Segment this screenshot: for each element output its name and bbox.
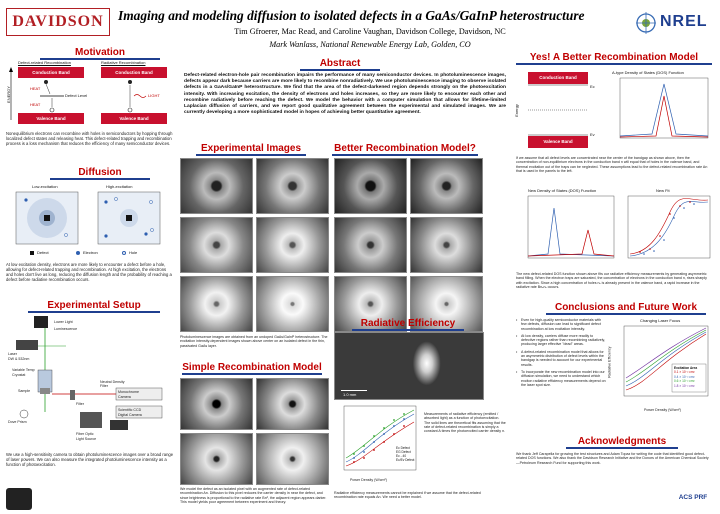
label-defect-level: Defect Level: [65, 93, 88, 98]
setup-label-cryostat: Cryostat: [12, 373, 26, 377]
conclusion-item-1: • Even for high-quality semiconductor materials with few defects, diffusion can lead to significant defect recombination at low excitation intensity.: [516, 318, 606, 331]
setup-diagram: [6, 316, 174, 448]
setup-label-camera: Camera: [118, 395, 131, 399]
label-heat-2: HEAT: [30, 102, 41, 107]
better-model-right-title: Yes! A Better Recombination Model: [516, 52, 712, 65]
fit-chart: [620, 194, 712, 270]
laser-focus-ylabel: Radiative Efficiency: [607, 346, 612, 378]
legend-item-1: 0.1 × 10⁻² cm²: [674, 370, 695, 375]
label-light: LIGHT: [148, 93, 160, 98]
legend-item-3: 0.6 × 10⁻² cm²: [674, 379, 695, 384]
better-model-title: Better Recombination Model?: [332, 143, 478, 156]
model-image-1: [180, 378, 253, 430]
br-energy-label: Energy: [513, 104, 519, 117]
experimental-setup-title: Experimental Setup: [28, 300, 160, 313]
radiative-efficiency-title: Radiative Efficiency: [352, 318, 464, 331]
setup-label-dove-prism: Dove Prism: [8, 420, 27, 424]
poster-authors: Tim Gfroerer, Mac Read, and Caroline Vaughan, Davidson College, Davidson, NC: [234, 27, 506, 36]
legend-defect-label: Defect: [37, 250, 49, 255]
legend-entry-1: Ec Defect: [396, 446, 410, 450]
label-energy-axis: ENERGY: [5, 86, 11, 103]
pl-image-4: [256, 217, 329, 273]
label-low-excitation: Low-excitation: [32, 184, 58, 189]
label-heat-1: HEAT: [30, 86, 41, 91]
setup-label-digital-camera: Digital Camera: [118, 413, 142, 417]
davidson-logo: [6, 8, 110, 36]
diffusion-diagram: [6, 184, 174, 260]
davidson-seal: [6, 488, 32, 510]
vb-left: Valence Band: [18, 113, 84, 124]
setup-label-laser-spec: DW & 532nm: [8, 357, 30, 361]
motivation-title: Motivation: [40, 47, 160, 60]
simple-model-title: Simple Recombination Model: [182, 362, 322, 373]
diffusion-text: At low excitation density, electrons are more likely to encounter a defect before a hole, allowing for defect-related trapping and recombination. At high excitation, the electrons and holes don't live as long, reducing the diffusion length and the probability of reaching a defect before radiative recombination occurs.: [6, 262, 172, 283]
conclusion-item-3: • A defect-related recombination model that allows for an asymmetric distribution of defect levels within the bandgap is needed to account for our experimental results.: [516, 350, 606, 367]
laser-focus-chart-title: Changing Laser Focus: [640, 318, 681, 323]
dos-chart-title: A-type Density of States (DOS) Function: [612, 70, 684, 75]
vb-right: Valence Band: [101, 113, 167, 124]
setup-label-filter: Filter: [76, 402, 84, 406]
simple-model-caption: We model the defect as an isolated pixel with an augmented rate of defect-related recombination An. Diffusion to this pixel reduces the carrier density in near the defect, and since brightness is proportional to the radiative rate Bn², the adjacent region appears darker. This model yields poor agreement between experiment and theory.: [180, 487, 327, 504]
legend-item-4: 1.8 × 10⁻² cm²: [674, 383, 695, 388]
sim-image-1: [334, 158, 407, 214]
setup-label-laser: Laser: [8, 352, 17, 356]
band-gap-lines: [518, 66, 598, 156]
br-vb: Valence Band: [528, 136, 588, 148]
pl-image-5: [180, 276, 253, 332]
model-image-2: [256, 378, 329, 430]
fit-chart-title: New Fit: [656, 188, 670, 193]
setup-label-variable-temp: Variable Temp: [12, 368, 35, 372]
legend-hole-label: Hole: [129, 250, 138, 255]
legend-item-2: 0.4 × 10⁻² cm²: [674, 374, 695, 379]
setup-label-monochrome: Monochrome: [118, 390, 139, 394]
legend-defect-icon: [30, 251, 34, 255]
dos2-chart: [518, 194, 618, 270]
poster-title: Imaging and modeling diffusion to isolated defects in a GaAs/GaInP heterostructure: [118, 8, 585, 23]
conclusion-item-2: • At low density, carriers diffuse more readily to defective regions rather than recombining radiatively, producing larger effective "dead" areas.: [516, 334, 606, 347]
davidson-logo-text: DAVIDSON: [12, 13, 104, 30]
diffusion-panels: [6, 190, 174, 250]
motivation-diagram: [6, 60, 174, 128]
legend-title: Excitation Area: [674, 366, 698, 370]
poster-authors-2: Mark Wanlass, National Renewable Energy Lab, Golden, CO: [269, 40, 471, 49]
pl-image-6: [256, 276, 329, 332]
setup-label-fiber-optic: Fiber Optic: [76, 432, 94, 436]
sim-image-2: [410, 158, 483, 214]
cb-left: Conduction Band: [18, 67, 84, 78]
band-diagram: [513, 66, 598, 156]
setup-label-luminescence: Luminescence: [54, 327, 78, 331]
setup-label-scientific-ccd: Scientific CCD: [118, 408, 142, 412]
setup-label-light-source: Light Source: [76, 437, 97, 441]
experimental-images-title: Experimental Images: [196, 143, 306, 156]
setup-text: We use a high-sensitivity camera to obtain photoluminescence images over a broad range of laser powers. We can also measure the integrated photoluminescence intensity as a function of photoexcitation.: [6, 452, 174, 468]
label-radiative-recomb: Radiative Recombination: [101, 60, 146, 65]
diffusion-title: Diffusion: [50, 167, 150, 180]
legend-hole-icon: [122, 251, 126, 255]
dos2-chart-title: New Density of States (DOS) Function: [528, 188, 597, 193]
abstract-text: Defect-related electron-hole pair recombination impairs the performance of many semiconductor devices. In photoluminescence images, defects appear dark because carriers are more likely to recombine nonradiatively. We use photoluminescence imaging to observe isolated defects in a GaAs/GaInP heterostructure. We find that the area of the defect-darkened region depends strongly on the photoexcitation intensity. With increasing excitation, the density of electrons and holes increases, so they are more likely to encounter each other and recombine radiatively before reaching the defect. We model the behavior with a computer simulation that allows for lifetime-limited Laplacian diffusion of carriers, and we report good qualitative agreement between the experimental and simulated images. We are currently developing a more sophisticated model in hopes of achieving better quantitative agreement.: [184, 73, 506, 116]
legend-entry-2: EG Defect: [396, 450, 411, 454]
br-cb: Conduction Band: [528, 72, 588, 84]
conclusion-item-4: • To incorporate the new recombination model into our diffusion simulation, we need to understand which exciton radiative efficiency measurements depend on the laser spot size.: [516, 370, 606, 387]
acknowledgments-title: Acknowledgments: [566, 436, 678, 449]
radiative-chart-xlabel: Power Density (W/cm²): [350, 478, 387, 482]
acs-prf-logo-text: ACS PRF: [678, 493, 708, 501]
scale-bar-label: 1.0 mm: [343, 392, 357, 397]
setup-label-lower-light: Lower Light: [54, 320, 73, 324]
laser-focus-legend: [674, 366, 706, 388]
better-model-right-text: If we assume that all defect levels are concentrated near the center of the bandgap as shown above, then the concentration of non-equilibrium electrons in the conduction band n will equal that of holes in the valence band, and thermal excitation out of the traps can be neglected. These assumptions lead to the defect-related recombination rate An that is used in the panels to the left.: [516, 156, 708, 173]
pl-image-3: [180, 217, 253, 273]
conclusions-list: [516, 318, 606, 390]
cb-right: Conduction Band: [101, 67, 167, 78]
label-high-excitation: High-excitation: [106, 184, 133, 189]
acs-prf-logo: [674, 484, 712, 510]
setup-schematic: [6, 316, 174, 448]
radiative-chart-legend: [396, 446, 420, 462]
model-image-3: [180, 433, 253, 485]
radiative-efficiency-image: [334, 332, 484, 400]
dos-chart: [612, 76, 712, 148]
abstract-title: Abstract: [300, 58, 380, 71]
legend-entry-4: Ec/Ev Defect: [396, 458, 415, 462]
legend-entry-3: Ec - 40: [396, 454, 407, 458]
setup-label-neutral-density: Neutral Density: [100, 380, 125, 384]
diffusion-legend: [30, 250, 170, 258]
label-defect-recomb: Defect-related Recombination: [18, 60, 71, 65]
laser-focus-xlabel: Power Density (W/cm²): [644, 408, 681, 412]
pl-image-1: [180, 158, 253, 214]
legend-electron-icon: [76, 251, 80, 255]
sim-image-4: [410, 217, 483, 273]
legend-electron-label: Electron: [83, 250, 98, 255]
br-ec-label: Ec: [590, 84, 595, 89]
scale-bar: [341, 390, 367, 392]
br-ev-label: Ev: [590, 132, 595, 137]
sim-image-3: [334, 217, 407, 273]
acknowledgments-text: We thank Jeff Carapella for growing the test structures and Adam Topaz for writing the code that identified good defect-related DOS functions. We also thank the Davidson Research Initiative and the Donors of the American Chemical Society—Petroleum Research Fund for supporting this work.: [516, 452, 709, 465]
model-image-4: [256, 433, 329, 485]
conclusions-title: Conclusions and Future Work: [546, 302, 706, 315]
nrel-logo: [636, 10, 710, 36]
setup-label-nd-filter: Filter: [100, 384, 108, 388]
motivation-text: Nonequilibrium electrons can recombine with holes in semiconductors by hopping through localized defect states and releasing heat. This defect-related trapping and recombination process is a loss mechanism that reduces the efficiency of many semiconductor devices.: [6, 131, 173, 147]
pl-image-2: [256, 158, 329, 214]
better-model-right-text-2: The new defect-related DOS function shown above fits our radiative efficiency measurements by generating asymmetric band filling. When the electron traps are saturated, the concentration of electrons in the conduction band n, rises sharply with excitation. Since a high concentration of holes nᵥ is already present in the valence band, a rapid increase in the radiative rate Bnₑnᵥ occurs.: [516, 272, 707, 289]
radiative-efficiency-text: Measurements of radiative efficiency (emitted / absorbed light) as a function of photoexcitation. The solid lines are theoretical fits assuming that the rate of defect-related recombination is simply a constant A times the photoexcited carrier density n.: [424, 412, 506, 434]
experimental-images-caption: Photoluminescence images are obtained from an undoped GaAs/GaInP heterostructure. The excitation intensity-dependent images shown above center on an isolated defect in the thin, passivated GaAs layer.: [180, 335, 328, 348]
radiative-efficiency-caption: Radiative efficiency measurements cannot be explained if we assume that the defect-related recombination rate equals An. We need a better model.: [334, 491, 481, 500]
radiative-efficiency-chart: [334, 404, 420, 482]
nrel-logo-text: NREL: [660, 13, 708, 30]
setup-label-sample: Sample: [18, 389, 31, 393]
